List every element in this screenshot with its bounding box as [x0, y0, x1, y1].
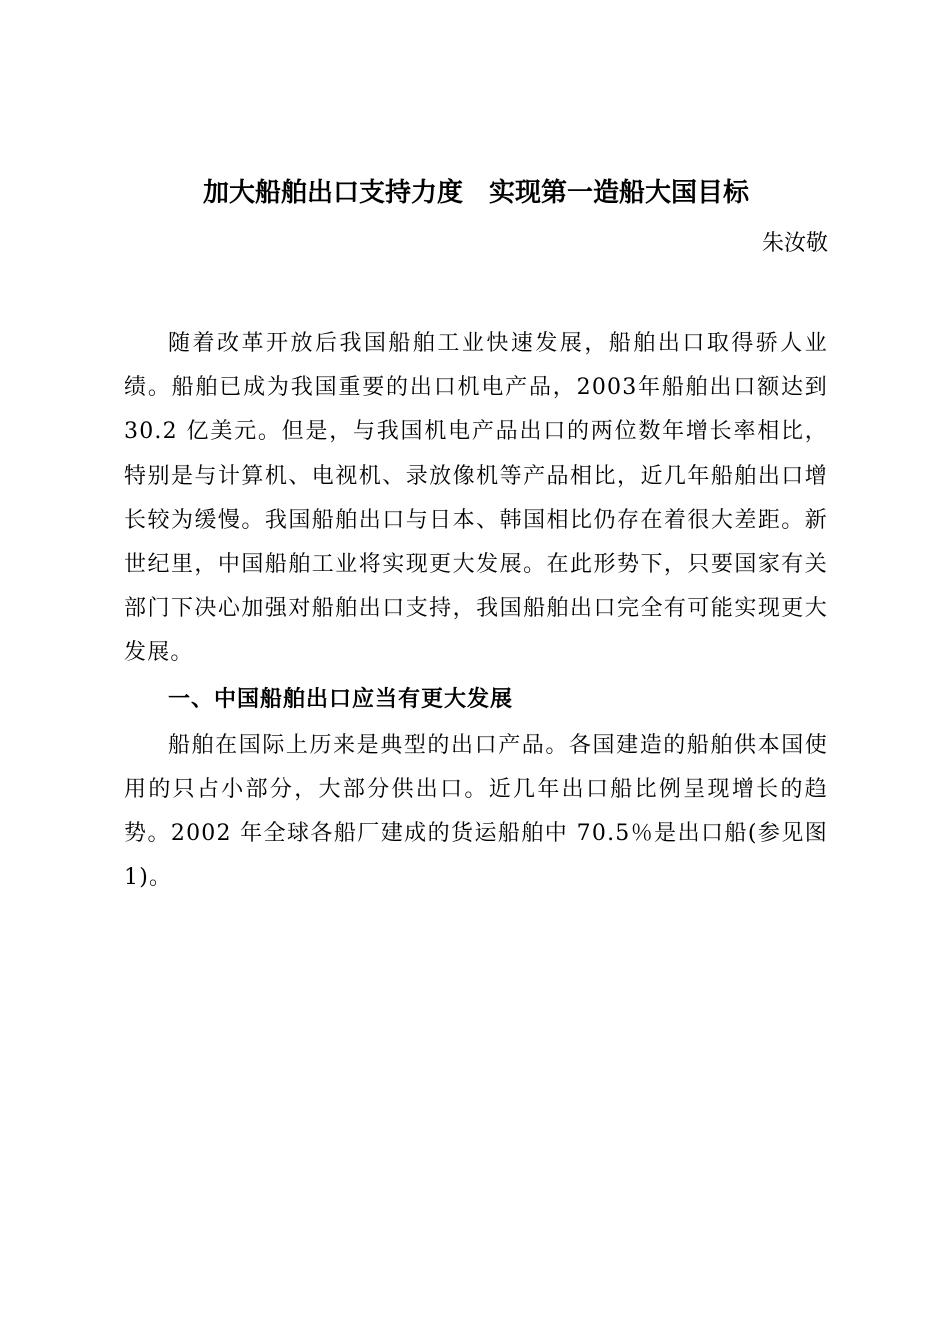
section-heading: 一、中国船舶出口应当有更大发展	[168, 686, 514, 712]
intro-paragraph: 随着改革开放后我国船舶工业快速发展，船舶出口取得骄人业绩。船舶已成为我国重要的出口机电产品，2003年船舶出口额达到 30.2 亿美元。但是，与我国机电产品出口的两位数年增长率相比，特别是与计算机、电视机、录放像机等产品相比，近几年船舶出口增长较为缓慢。我国船舶出口与日本、韩国相比仍存在着很大差距。新世纪里，中国船舶工业将实现更大发展。在此形势下，只要国家有关部门下决心加强对船舶出口支持，我国船舶出口完全有可能实现更大发展。	[124, 331, 828, 666]
document-title: 加大船舶出口支持力度 实现第一造船大国目标	[202, 178, 749, 208]
author-name: 朱汝敬	[761, 231, 828, 256]
section-paragraph: 船舶在国际上历来是典型的出口产品。各国建造的船舶供本国使用的只占小部分，大部分供出口。近几年出口船比例呈现增长的趋势。2002 年全球各船厂建成的货运船舶中 70.5％是出口船(参见图 1)。	[124, 732, 828, 891]
document-body	[124, 322, 828, 900]
